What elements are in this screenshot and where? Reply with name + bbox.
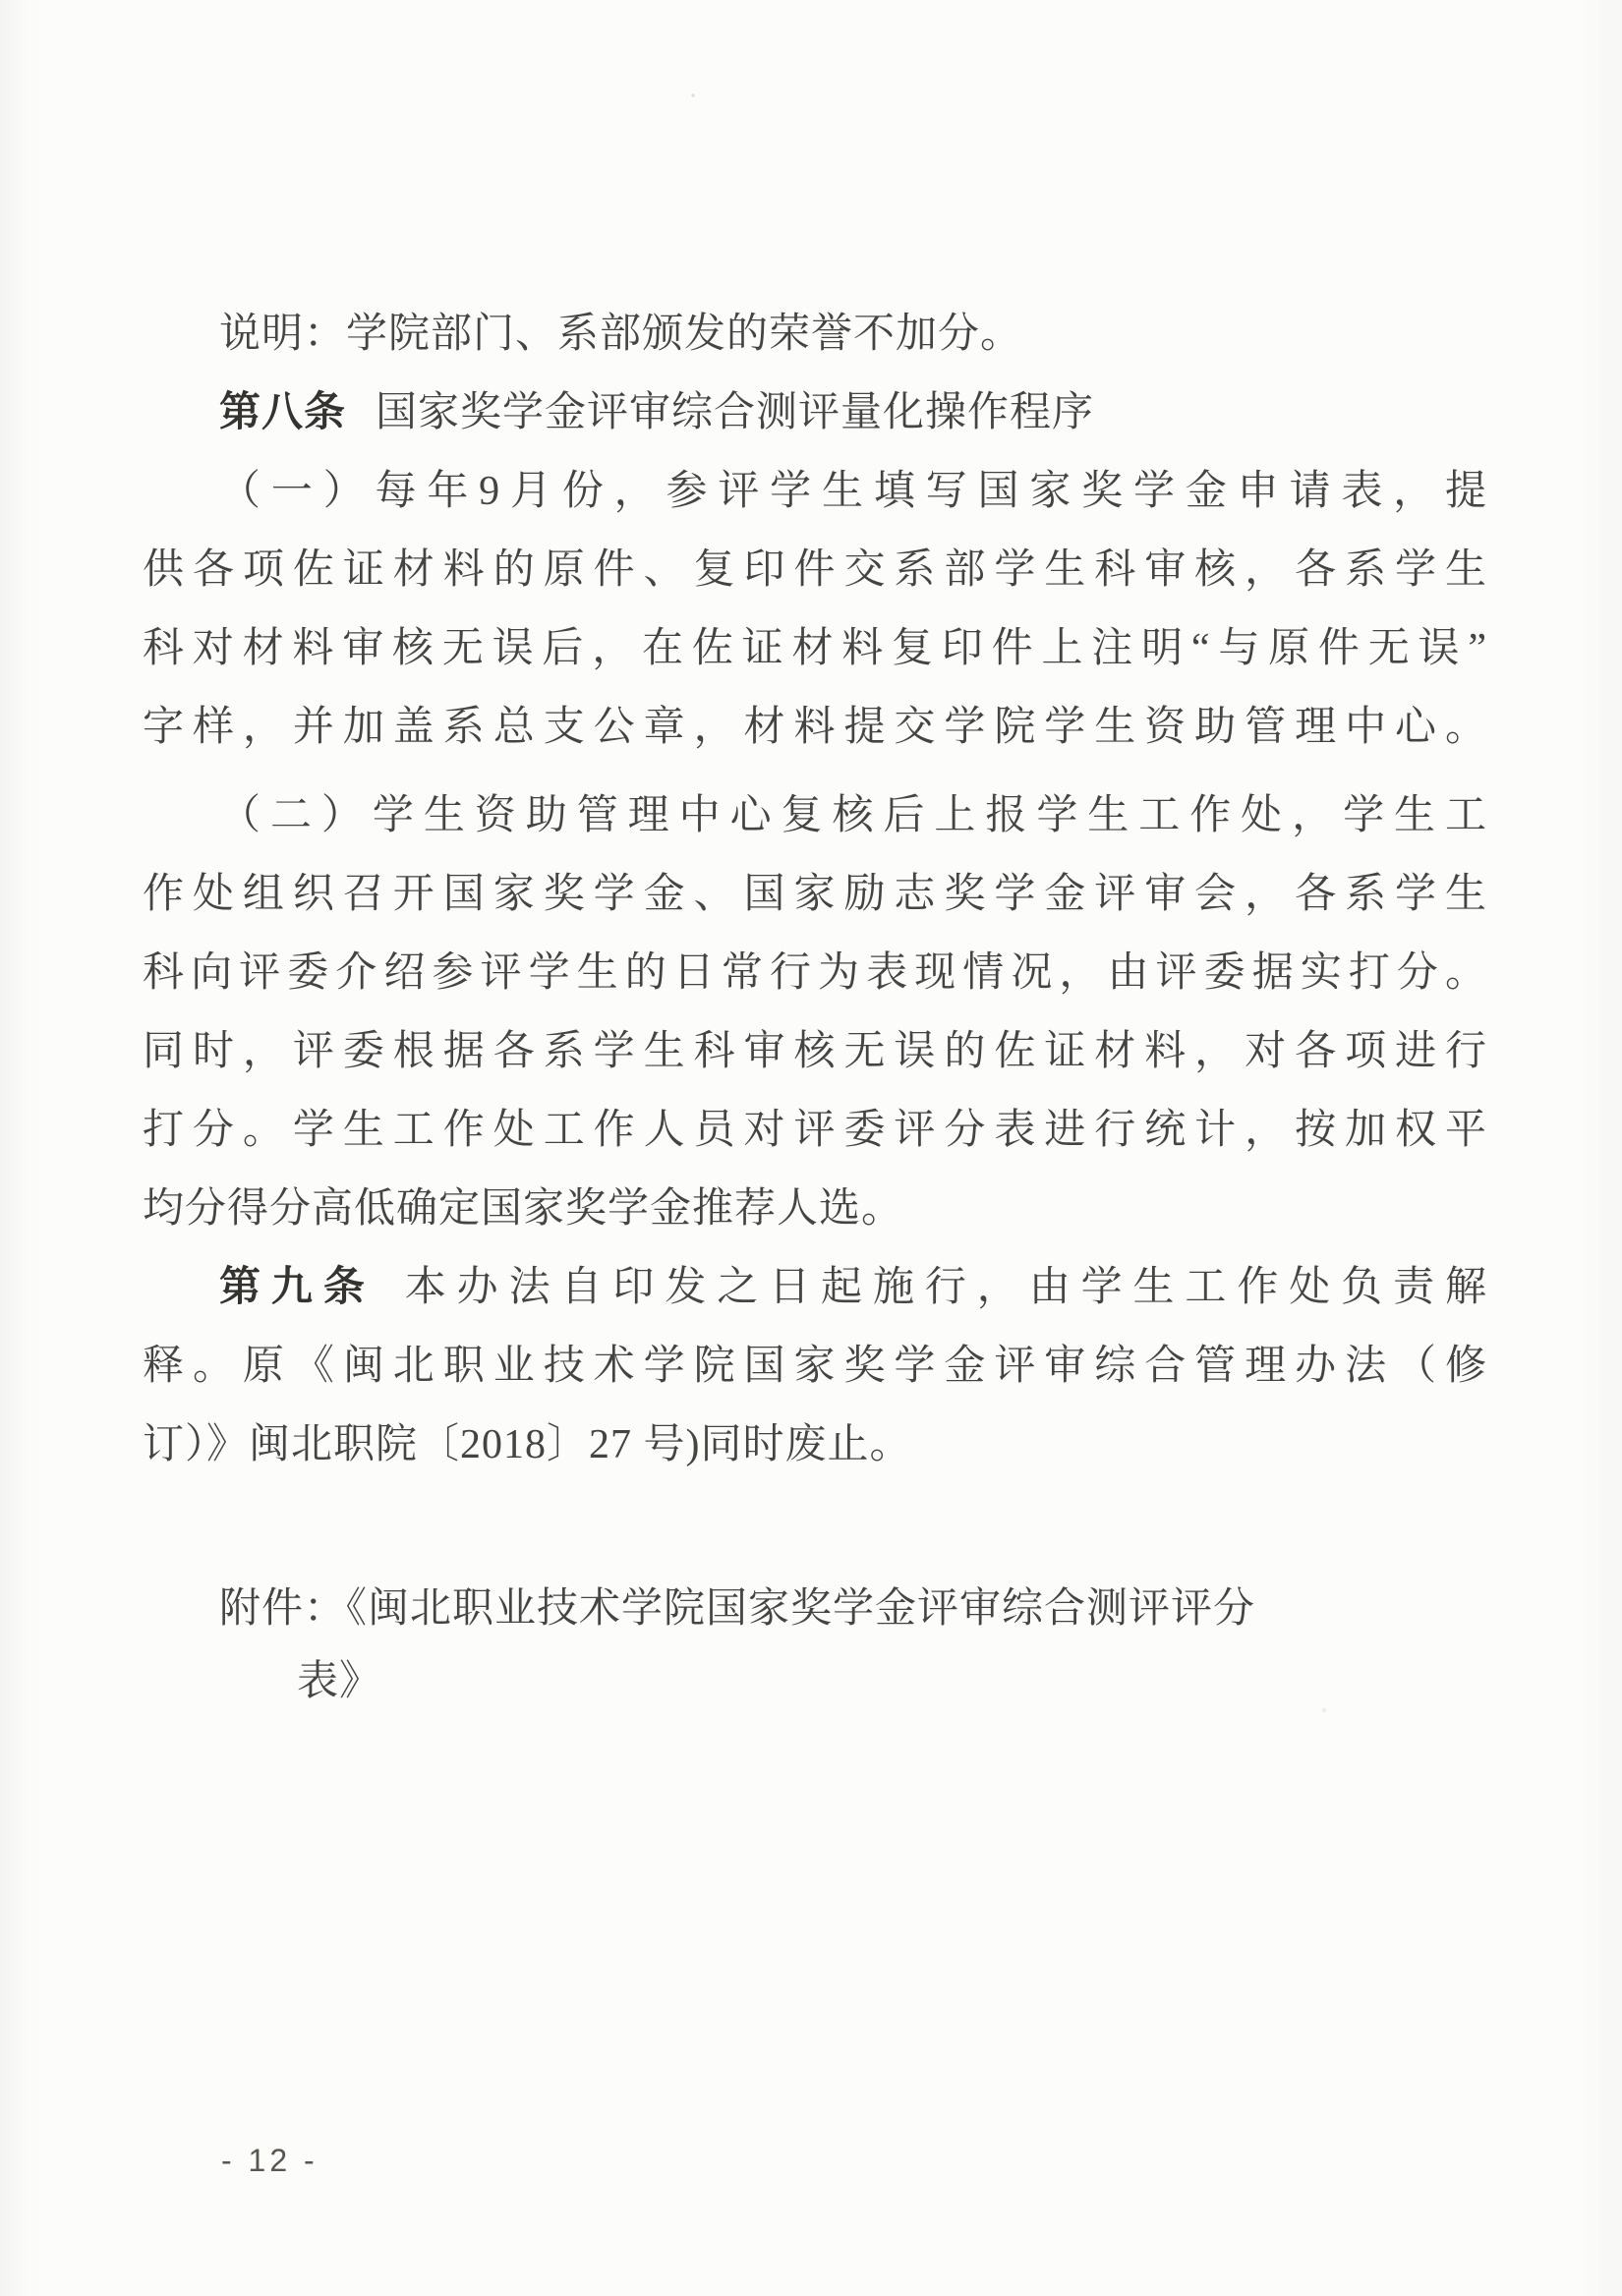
paragraph-2 [143,776,1487,1248]
article-9-heading [143,1248,1487,1327]
text-line: 释。原《闽北职业技术学院国家奖学金评审综合管理办法（修 [143,1344,1487,1389]
attachment-block [143,1573,1487,1718]
text-line: 同时，评委根据各系学生科审核无误的佐证材料，对各项进行 [143,1029,1487,1074]
document-body [143,0,1487,1718]
article-9-label: 第九条 [219,1265,376,1310]
article-9-text: 本办法自印发之日起施行，由学生工作处负责解 [404,1265,1487,1310]
text-line: 供各项佐证材料的原件、复印件交系部学生科审核，各系学生 [143,547,1487,593]
text-line: 字样，并加盖系总支公章，材料提交学院学生资助管理中心。 [143,705,1487,750]
attachment-label: 附件： [219,1586,347,1632]
text-line: 均分得分高低确定国家奖学金推荐人选。 [143,1186,904,1232]
paragraph-3 [143,1248,1487,1484]
attachment-line [143,1573,1487,1645]
article-8-heading [143,373,1487,452]
attachment-line: 表》 [297,1659,382,1704]
paragraph-1 [143,452,1487,767]
attachment-title: 《闽北职业技术学院国家奖学金评审综合测评评分 [346,1586,1256,1632]
text-line: 科对材料审核无误后，在佐证材料复印件上注明“与原件无误” [143,626,1487,671]
text-line: 订）》闽北职院〔2018〕27 号)同时废止。 [143,1422,912,1467]
article-8-title: 国家奖学金评审综合测评量化操作程序 [376,390,1095,435]
text-line: 打分。学生工作处工作人员对评委评分表进行统计，按加权平 [143,1108,1487,1153]
text-line: （二）学生资助管理中心复核后上报学生工作处，学生工 [219,793,1487,838]
text-line: 作处组织召开国家奖学金、国家励志奖学金评审会，各系学生 [143,872,1487,917]
text-line: （一）每年9月份，参评学生填写国家奖学金申请表，提 [219,469,1487,514]
page-number: - 12 - [221,2143,319,2178]
note-line: 说明：学院部门、系部颁发的荣誉不加分。 [219,312,1023,357]
article-8-label: 第八条 [219,390,347,435]
text-line: 科向评委介绍参评学生的日常行为表现情况，由评委据实打分。 [143,950,1487,996]
